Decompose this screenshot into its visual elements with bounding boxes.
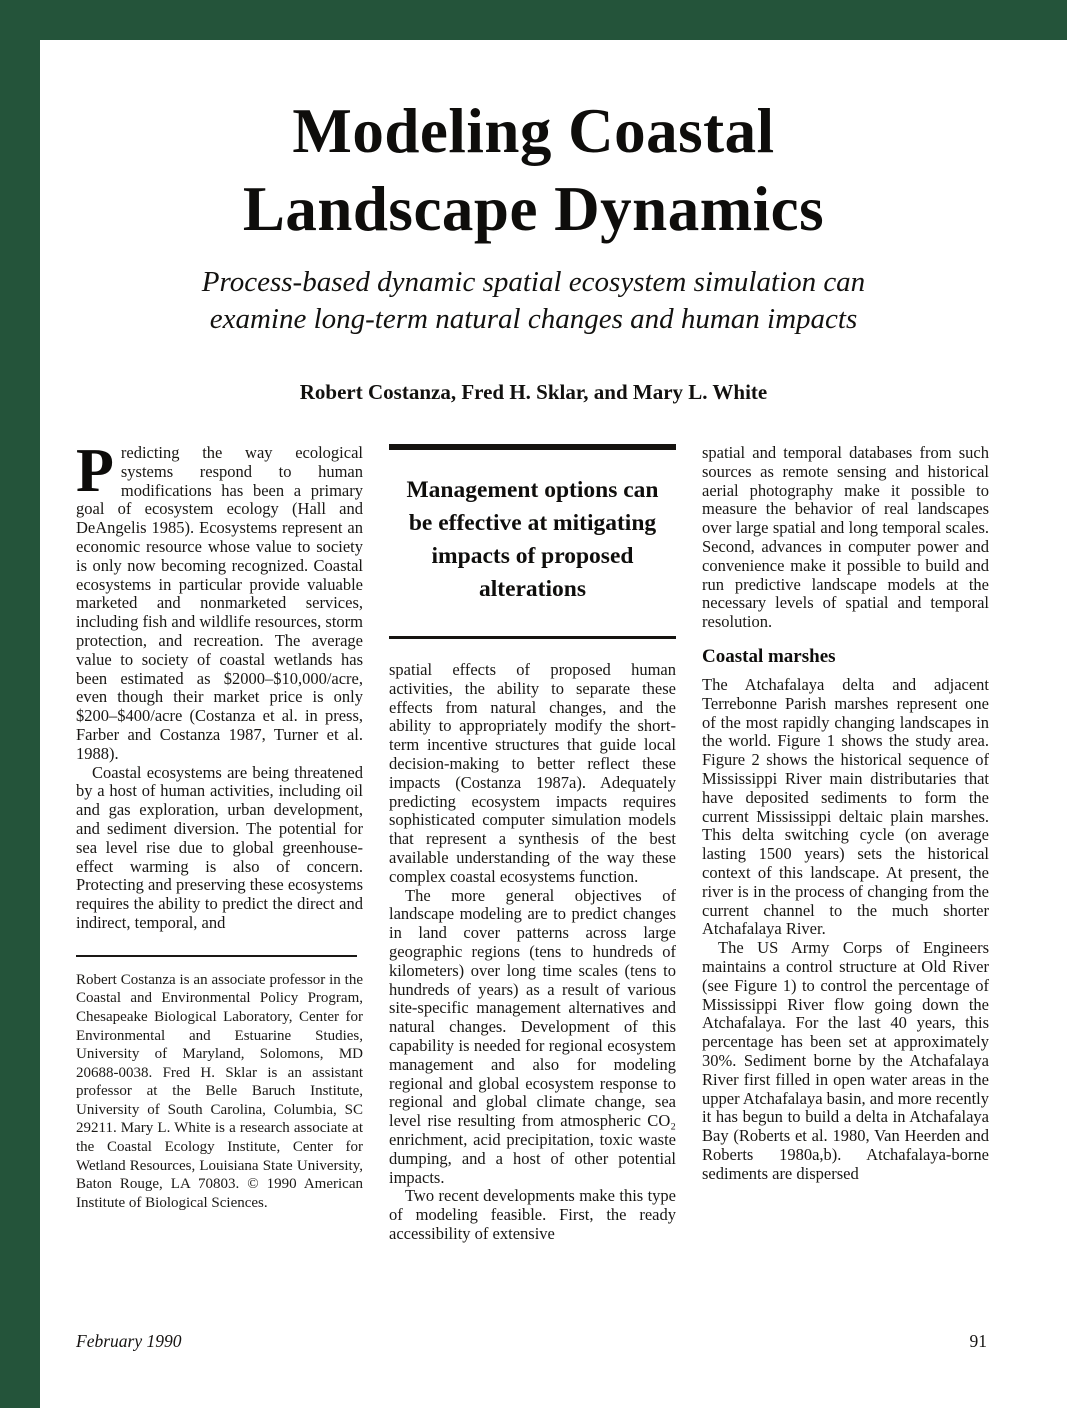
article-title-line1: Modeling Coastal — [292, 96, 775, 166]
article-subtitle-line1: Process-based dynamic spatial ecosystem simulation can — [201, 266, 866, 298]
article-authors: Robert Costanza, Fred H. Sklar, and Mary L. White — [299, 380, 768, 404]
green-edge-top — [0, 0, 1067, 40]
issue-date: February 1990 — [76, 1331, 182, 1351]
article-subtitle — [0, 264, 1067, 338]
paragraph-atchafalaya: The Atchafalaya delta and adjacent Terrebonne Parish marshes represent one of the most rapidly changing landscapes in the world. Figure 1 shows the study area. Figure 2 shows the historical sequence of Mississippi River main distributaries that have deposited sediments to form the current Mississippi deltaic plain marshes. This delta switching cycle (on average lasting 1500 years) sets the historical context of this landscape. At present, the river is in the process of changing from the current channel to the much shorter Atchafalaya River. — [702, 674, 989, 939]
paragraph-intro-text: redicting the way ecological systems respond to human modifications has been a primary goal of ecosystem ecology (Hall and DeAngelis 1985). Ecosystems represent an economic resource whose value to society is only now becoming recognized. Coastal ecosystems in particular provide valuable marketed and nonmarketed services, including fish and wildlife resources, storm protection, and recreation. The average value to society of coastal wetlands has been estimated as $2000–$10,000/acre, even though their market price is only $200–$400/acre (Costanza et al. in press, Farber and Costanza 1987, Turner et al. 1988). — [76, 443, 363, 763]
footnote-divider — [76, 955, 357, 957]
section-heading-coastal-marshes: Coastal marshes — [702, 645, 836, 667]
green-edge-left — [0, 0, 40, 1408]
paragraph-effects: spatial effects of proposed human activities, the ability to separate these effects from natural changes, and the ability to appropriately modify the short-term incentive structures that guide local decision-making to better reflect these impacts (Costanza 1987a). Adequately predicting ecosystem impacts requires sophisticated computer simulation models that represent a synthesis of the best available understanding of the way these complex coastal ecosystems function. — [389, 660, 676, 886]
page-footer — [76, 1331, 987, 1352]
column-right — [702, 444, 989, 1244]
article-title-line2: Landscape Dynamics — [242, 174, 825, 244]
page-number: 91 — [969, 1331, 987, 1351]
article-subtitle-line2: examine long-term natural changes and human impacts — [209, 303, 858, 335]
article-title — [0, 92, 1067, 248]
paragraph-objectives: The more general objectives of landscape modeling are to predict changes in land cover patterns across large geographic regions (tens to hundreds of kilometers) over long time scales (tens to hundreds of years) as a result of various site-specific management alternatives and natural changes. Development of this capability is needed for regional ecosystem management and also for modeling regional and global ecosystem response to regional and global climate change, sea level rise resulting from atmospheric CO₂ enrichment, acid precipitation, toxic waste dumping, and a host of other potential impacts. — [389, 885, 676, 1187]
article-body-columns — [76, 437, 989, 1244]
pull-quote: Management options can be effective at mitigating impacts of proposed alterations — [389, 444, 676, 639]
paragraph-intro — [76, 437, 363, 764]
author-affiliations-footnote: Robert Costanza is an associate professor in the Coastal and Environmental Policy Program, Chesapeake Biological Laboratory, Center for Environmental and Estuarine Studies, University of Maryland, Solomons, MD 20688-0038. Fred H. Sklar is an assistant professor at the Belle Baruch Institute, University of South Carolina, Columbia, SC 29211. Mary L. White is a research associate at the Coastal Ecology Institute, Center for Wetland Resources, Louisiana State University, Baton Rouge, LA 70803. © 1990 American Institute of Biological Sciences. — [76, 971, 363, 1211]
column-left — [76, 437, 363, 1244]
paragraph-threats: Coastal ecosystems are being threatened by a host of human activities, including oil and gas exploration, urban development, and sediment diversion. The potential for sea level rise due to global greenhouse-effect warming is also of concern. Protecting and preserving these ecosystems requires the ability to predict the direct and indirect, temporal, and — [76, 762, 363, 932]
paragraph-army-corps: The US Army Corps of Engineers maintains a control structure at Old River (see Figure 1) to control the percentage of Mississippi River flow going down the Atchafalaya. For the last 40 years, this percentage has been set at approximately 30%. Sediment borne by the Atchafalaya River first filled in open water areas in the upper Atchafalaya basin, and more recently it has begun to build a delta in Atchafalaya Bay (Roberts et al. 1980, Van Heerden and Roberts 1980a,b). Atchafalaya-borne sediments are dispersed — [702, 938, 989, 1183]
article-masthead — [0, 0, 1067, 405]
paragraph-databases: spatial and temporal databases from such sources as remote sensing and historical aerial photography make it possible to measure the behavior of real landscapes over large spatial and long temporal scales. Second, advances in computer power and convenience make it possible to build and run predictive landscape models at the necessary levels of spatial and temporal resolution. — [702, 443, 989, 632]
column-middle — [389, 444, 676, 1244]
drop-cap: P — [76, 437, 114, 505]
paragraph-developments: Two recent developments make this type of modeling feasible. First, the ready accessibility of extensive — [389, 1186, 676, 1243]
